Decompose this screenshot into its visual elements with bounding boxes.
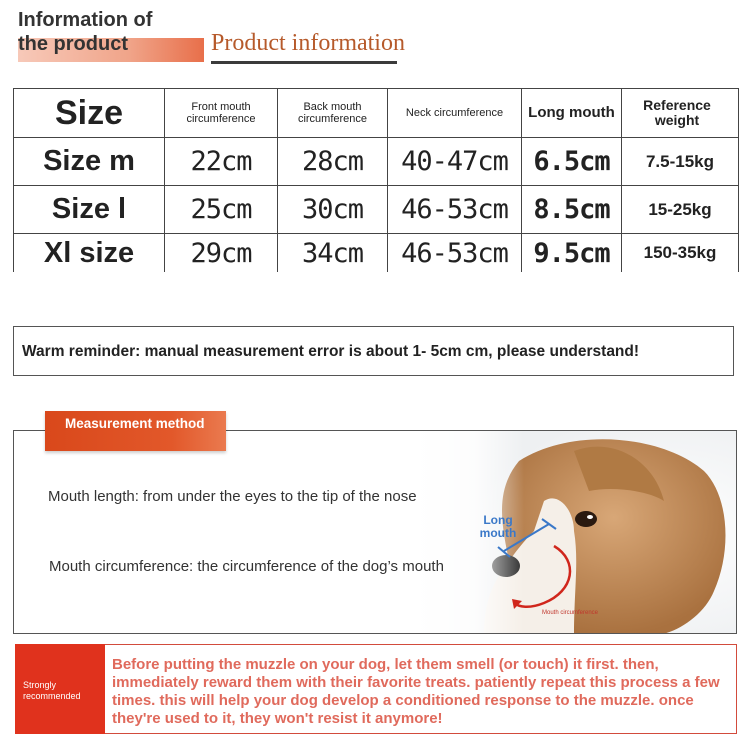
cell-neck: 46-53cm: [388, 186, 522, 234]
warm-reminder-box: [13, 326, 734, 376]
cell-size: Xl size: [14, 234, 165, 273]
cell-neck: 40-47cm: [388, 138, 522, 186]
cell-front: 25cm: [165, 186, 278, 234]
cell-neck: 46-53cm: [388, 234, 522, 273]
cell-long: 9.5cm: [522, 234, 622, 273]
cell-front: 22cm: [165, 138, 278, 186]
measurement-box: [13, 430, 737, 634]
measurement-method-tag: [45, 411, 226, 451]
strongly-recommended-tag: [15, 644, 105, 734]
table-row: [14, 234, 739, 273]
measurement-method-label: Measurement method: [65, 416, 205, 431]
cell-size: Size l: [14, 186, 165, 234]
mouth-circumference-text: Mouth circumference: the circumference of the dog’s mouth: [49, 558, 444, 575]
cell-weight: 150-35kg: [622, 234, 739, 273]
strongly-recommended-label: Strongly recommended: [23, 680, 81, 701]
table-row: [14, 186, 739, 234]
subtitle-underline: [211, 61, 397, 64]
long-mouth-label: Long mouth: [479, 513, 517, 540]
cell-long: 6.5cm: [522, 138, 622, 186]
header-long-mouth: Long mouth: [522, 89, 622, 138]
header-front-mouth: Front mouth circumference: [165, 89, 278, 138]
header-size: Size: [14, 89, 165, 138]
dog-illustration: [14, 431, 737, 634]
cell-back: 34cm: [278, 234, 388, 273]
recommendation-text: Before putting the muzzle on your dog, let them smell (or touch) it first. then, immediately reward them with their favorite treats. patiently repeat this process a few times. this will help your dog develop a conditioned response to the muzzle. once they're used to it, they won't resist it anymore!: [112, 656, 720, 727]
header-back-mouth: Back mouth circumference: [278, 89, 388, 138]
mouth-circumference-label: Mouth circumference: [541, 610, 599, 616]
cell-back: 28cm: [278, 138, 388, 186]
header-subtitle: Product information: [211, 30, 405, 56]
table-header-row: [14, 89, 739, 138]
header-title-line2: the product: [18, 33, 128, 55]
mouth-length-text: Mouth length: from under the eyes to the tip of the nose: [48, 488, 417, 505]
cell-size: Size m: [14, 138, 165, 186]
header-reference-weight: Reference weight: [622, 89, 739, 138]
header-title-line1: Information of: [18, 9, 153, 31]
cell-back: 30cm: [278, 186, 388, 234]
cell-weight: 15-25kg: [622, 186, 739, 234]
header-neck: Neck circumference: [388, 89, 522, 138]
cell-front: 29cm: [165, 234, 278, 273]
header-title: [18, 8, 208, 56]
cell-weight: 7.5-15kg: [622, 138, 739, 186]
cell-long: 8.5cm: [522, 186, 622, 234]
warm-reminder-text: Warm reminder: manual measurement error is about 1- 5cm cm, please understand!: [22, 343, 640, 360]
size-table: [13, 88, 739, 272]
table-row: [14, 138, 739, 186]
